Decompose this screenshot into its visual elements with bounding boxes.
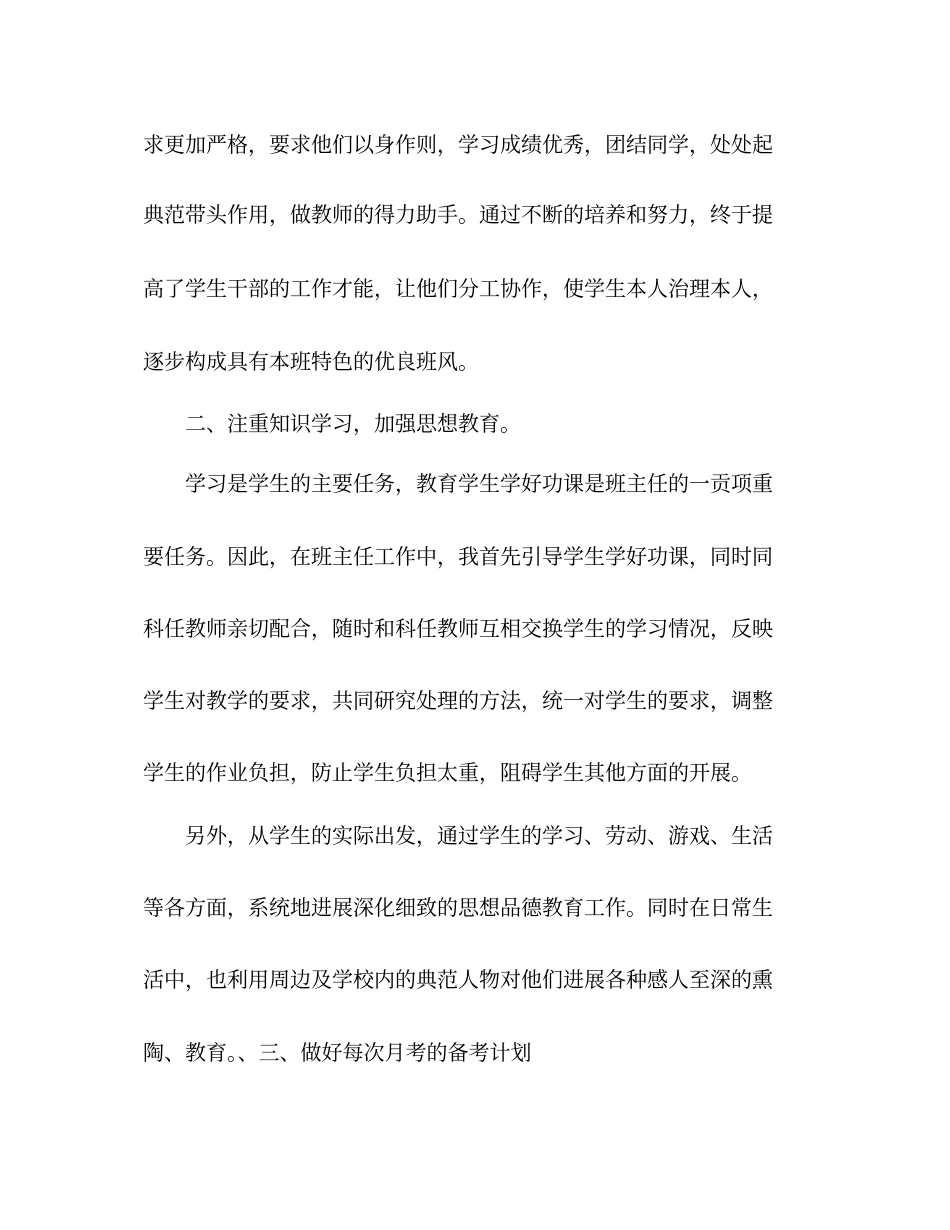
paragraph-3-line-3: 活中，也利用周边及学校内的典范人物对他们进展各种感人至深的熏	[143, 968, 773, 992]
paragraph-2-line-1: 学习是学生的主要任务，教育学生学好功课是班主任的一贡项重	[185, 472, 773, 496]
paragraph-3-line-2: 等各方面，系统地进展深化细致的思想品德教育工作。同时在日常生	[143, 896, 773, 920]
text-line-3: 高了学生干部的工作才能，让他们分工协作，使学生本人治理本人，	[143, 277, 773, 301]
paragraph-2-line-5: 学生的作业负担，防止学生负担太重，阻碍学生其他方面的开展。	[143, 761, 752, 785]
section-heading-2: 二、注重知识学习，加强思想教育。	[185, 412, 521, 436]
paragraph-2-line-4: 学生对教学的要求，共同研究处理的方法，统一对学生的要求，调整	[143, 689, 773, 713]
text-line-1: 求更加严格，要求他们以身作则，学习成绩优秀，团结同学，处处起	[143, 133, 773, 157]
paragraph-2-line-2: 要任务。因此，在班主任工作中，我首先引导学生学好功课，同时同	[143, 545, 773, 569]
paragraph-3-line-4: 陶、教育。、三、做好每次月考的备考计划	[143, 1041, 532, 1065]
text-line-2: 典范带头作用，做教师的得力助手。通过不断的培养和努力，终于提	[143, 203, 773, 227]
paragraph-2-line-3: 科任教师亲切配合，随时和科任教师互相交换学生的学习情况，反映	[143, 617, 773, 641]
paragraph-3-line-1: 另外，从学生的实际出发，通过学生的学习、劳动、游戏、生活	[185, 824, 773, 848]
text-line-4: 逐步构成具有本班特色的优良班风。	[143, 350, 479, 374]
